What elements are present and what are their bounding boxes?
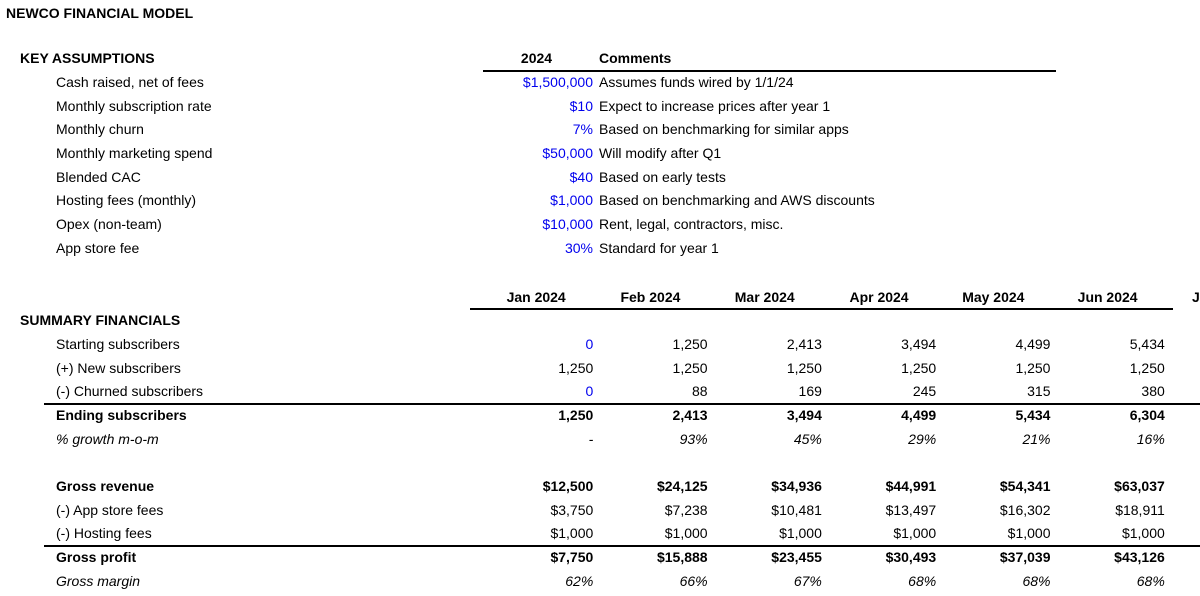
column-header-apr-2024: Apr 2024 (849, 288, 909, 305)
table-cell: $15,888 (656, 549, 708, 566)
table-cell: 93% (679, 430, 708, 447)
table-cell: 1,250 (1015, 359, 1051, 376)
input-cell: $50,000 (542, 145, 593, 162)
month-header-row (0, 286, 1200, 310)
row-label: Gross revenue (56, 478, 155, 495)
row-label: Monthly churn (56, 121, 144, 138)
table-cell: 2,413 (672, 407, 708, 424)
assumption-row-cash-raised (0, 71, 1200, 95)
comment-cell: Will modify after Q1 (599, 145, 722, 162)
table-cell: 67% (793, 572, 822, 589)
month-header-underline (470, 308, 1173, 310)
table-cell: $16,302 (999, 501, 1051, 518)
table-cell: $1,000 (893, 525, 937, 542)
table-cell: $1,000 (550, 525, 594, 542)
table-cell: $1,000 (1121, 525, 1165, 542)
row-churned-subscribers (0, 380, 1200, 404)
comment-cell: Based on benchmarking and AWS discounts (599, 192, 875, 209)
comment-cell: Expect to increase prices after year 1 (599, 97, 831, 114)
table-cell: 1,250 (672, 335, 708, 352)
spacer-cell (0, 286, 479, 310)
table-cell: 16% (1136, 430, 1165, 447)
table-cell: $12,500 (542, 478, 594, 495)
input-cell: $1,000 (550, 192, 593, 209)
table-cell: $13,497 (885, 501, 937, 518)
assumption-row-app-store-fee (0, 237, 1200, 261)
column-header-jul-partial: J (1192, 288, 1200, 305)
table-cell: $1,000 (664, 525, 708, 542)
assumption-row-marketing-spend (0, 142, 1200, 166)
row-growth-mom (0, 428, 1200, 452)
table-cell: $63,037 (1114, 478, 1165, 495)
table-cell: 169 (798, 383, 822, 400)
comment-cell: Assumes funds wired by 1/1/24 (599, 73, 794, 90)
table-cell: - (588, 430, 594, 447)
table-cell: $24,125 (656, 478, 708, 495)
row-label: Cash raised, net of fees (56, 73, 204, 90)
table-cell: 1,250 (786, 359, 822, 376)
comment-cell: Rent, legal, contractors, misc. (599, 216, 784, 233)
row-label: App store fee (56, 239, 140, 256)
row-label: Hosting fees (monthly) (56, 192, 197, 209)
assumption-row-subscription-rate (0, 95, 1200, 119)
table-cell: 0 (585, 335, 594, 352)
subtotal-rule-ending-subscribers (44, 403, 1200, 405)
row-new-subscribers (0, 357, 1200, 381)
row-starting-subscribers (0, 333, 1200, 357)
table-cell: 1,250 (558, 359, 594, 376)
row-label: (-) Churned subscribers (56, 383, 204, 400)
assumption-row-monthly-churn (0, 118, 1200, 142)
row-app-store-fees (0, 499, 1200, 523)
table-cell: 4,499 (901, 407, 937, 424)
input-cell: $10 (569, 97, 593, 114)
table-cell: 0 (585, 383, 594, 400)
table-cell: $34,936 (771, 478, 822, 495)
table-cell: $54,341 (999, 478, 1051, 495)
input-cell: 30% (564, 239, 593, 256)
table-cell: $30,493 (885, 549, 937, 566)
table-cell: 315 (1027, 383, 1051, 400)
table-cell: $44,991 (885, 478, 937, 495)
subtotal-rule-gross-profit (44, 545, 1200, 547)
table-cell: $7,750 (550, 549, 594, 566)
table-cell: 45% (793, 430, 822, 447)
table-cell: 88 (692, 383, 708, 400)
table-cell: 29% (908, 430, 937, 447)
row-label: (-) App store fees (56, 501, 164, 518)
row-label: Ending subscribers (56, 407, 187, 424)
table-cell: $23,455 (771, 549, 822, 566)
table-cell: 5,434 (1129, 335, 1165, 352)
row-label: Gross margin (56, 572, 141, 589)
row-label: Monthly marketing spend (56, 145, 213, 162)
table-cell: 3,494 (786, 407, 822, 424)
table-cell: $1,000 (1007, 525, 1051, 542)
table-cell: 4,499 (1015, 335, 1051, 352)
year-column-header: 2024 (520, 50, 553, 67)
input-cell: $40 (569, 168, 593, 185)
assumptions-section (0, 47, 1200, 260)
row-label: Starting subscribers (56, 335, 180, 352)
column-header-may-2024: May 2024 (962, 288, 1025, 305)
table-cell: $10,481 (771, 501, 822, 518)
input-cell: $1,500,000 (522, 73, 593, 90)
table-cell: 3,494 (901, 335, 937, 352)
table-cell: 1,250 (901, 359, 937, 376)
comments-column-header: Comments (599, 50, 672, 67)
column-header-mar-2024: Mar 2024 (734, 288, 795, 305)
assumption-row-blended-cac (0, 166, 1200, 190)
comment-cell: Based on benchmarking for similar apps (599, 121, 849, 138)
table-cell: 68% (908, 572, 937, 589)
comment-cell: Standard for year 1 (599, 239, 719, 256)
summary-section-title-row (0, 309, 1200, 333)
row-ending-subscribers (0, 404, 1200, 428)
summary-section-title: SUMMARY FINANCIALS (20, 312, 181, 329)
table-cell: 245 (912, 383, 937, 400)
assumption-row-hosting-fees (0, 189, 1200, 213)
column-header-jan-2024: Jan 2024 (506, 288, 566, 305)
table-cell: 1,250 (558, 407, 594, 424)
row-label: Gross profit (56, 549, 137, 566)
table-cell: 62% (565, 572, 594, 589)
table-cell: 21% (1022, 430, 1051, 447)
row-label: Monthly subscription rate (56, 97, 212, 114)
row-label: Blended CAC (56, 168, 141, 185)
table-cell: 2,413 (786, 335, 822, 352)
table-cell: $43,126 (1114, 549, 1165, 566)
row-label: Opex (non-team) (56, 216, 162, 233)
row-label: (+) New subscribers (56, 359, 181, 376)
assumptions-section-title: KEY ASSUMPTIONS (20, 50, 155, 67)
row-gross-margin (0, 570, 1200, 594)
table-cell: 380 (1141, 383, 1165, 400)
input-cell: $10,000 (542, 216, 593, 233)
table-cell: 1,250 (672, 359, 708, 376)
row-label: % growth m-o-m (56, 430, 159, 447)
assumptions-header-row (0, 47, 1200, 71)
column-header-jun-2024: Jun 2024 (1077, 288, 1138, 305)
table-cell: 5,434 (1015, 407, 1051, 424)
table-cell: $3,750 (550, 501, 594, 518)
table-cell: $7,238 (664, 501, 708, 518)
assumptions-header-underline (483, 70, 1056, 72)
summary-financials-section (0, 286, 1200, 594)
row-gross-profit (0, 546, 1200, 570)
input-cell: 7% (572, 121, 593, 138)
blank-row (0, 451, 1200, 475)
table-cell: $18,911 (1115, 501, 1165, 518)
table-cell: $1,000 (779, 525, 822, 542)
table-cell: 66% (679, 572, 708, 589)
assumption-row-opex (0, 213, 1200, 237)
table-cell: 68% (1136, 572, 1165, 589)
row-gross-revenue (0, 475, 1200, 499)
table-cell: $37,039 (999, 549, 1051, 566)
table-cell: 6,304 (1129, 407, 1165, 424)
row-hosting-fees (0, 522, 1200, 546)
comment-cell: Based on early tests (599, 168, 726, 185)
table-cell: 1,250 (1129, 359, 1165, 376)
page-title: NEWCO FINANCIAL MODEL (6, 5, 194, 21)
row-label: (-) Hosting fees (56, 525, 152, 542)
table-cell: 68% (1022, 572, 1051, 589)
column-header-feb-2024: Feb 2024 (620, 288, 681, 305)
